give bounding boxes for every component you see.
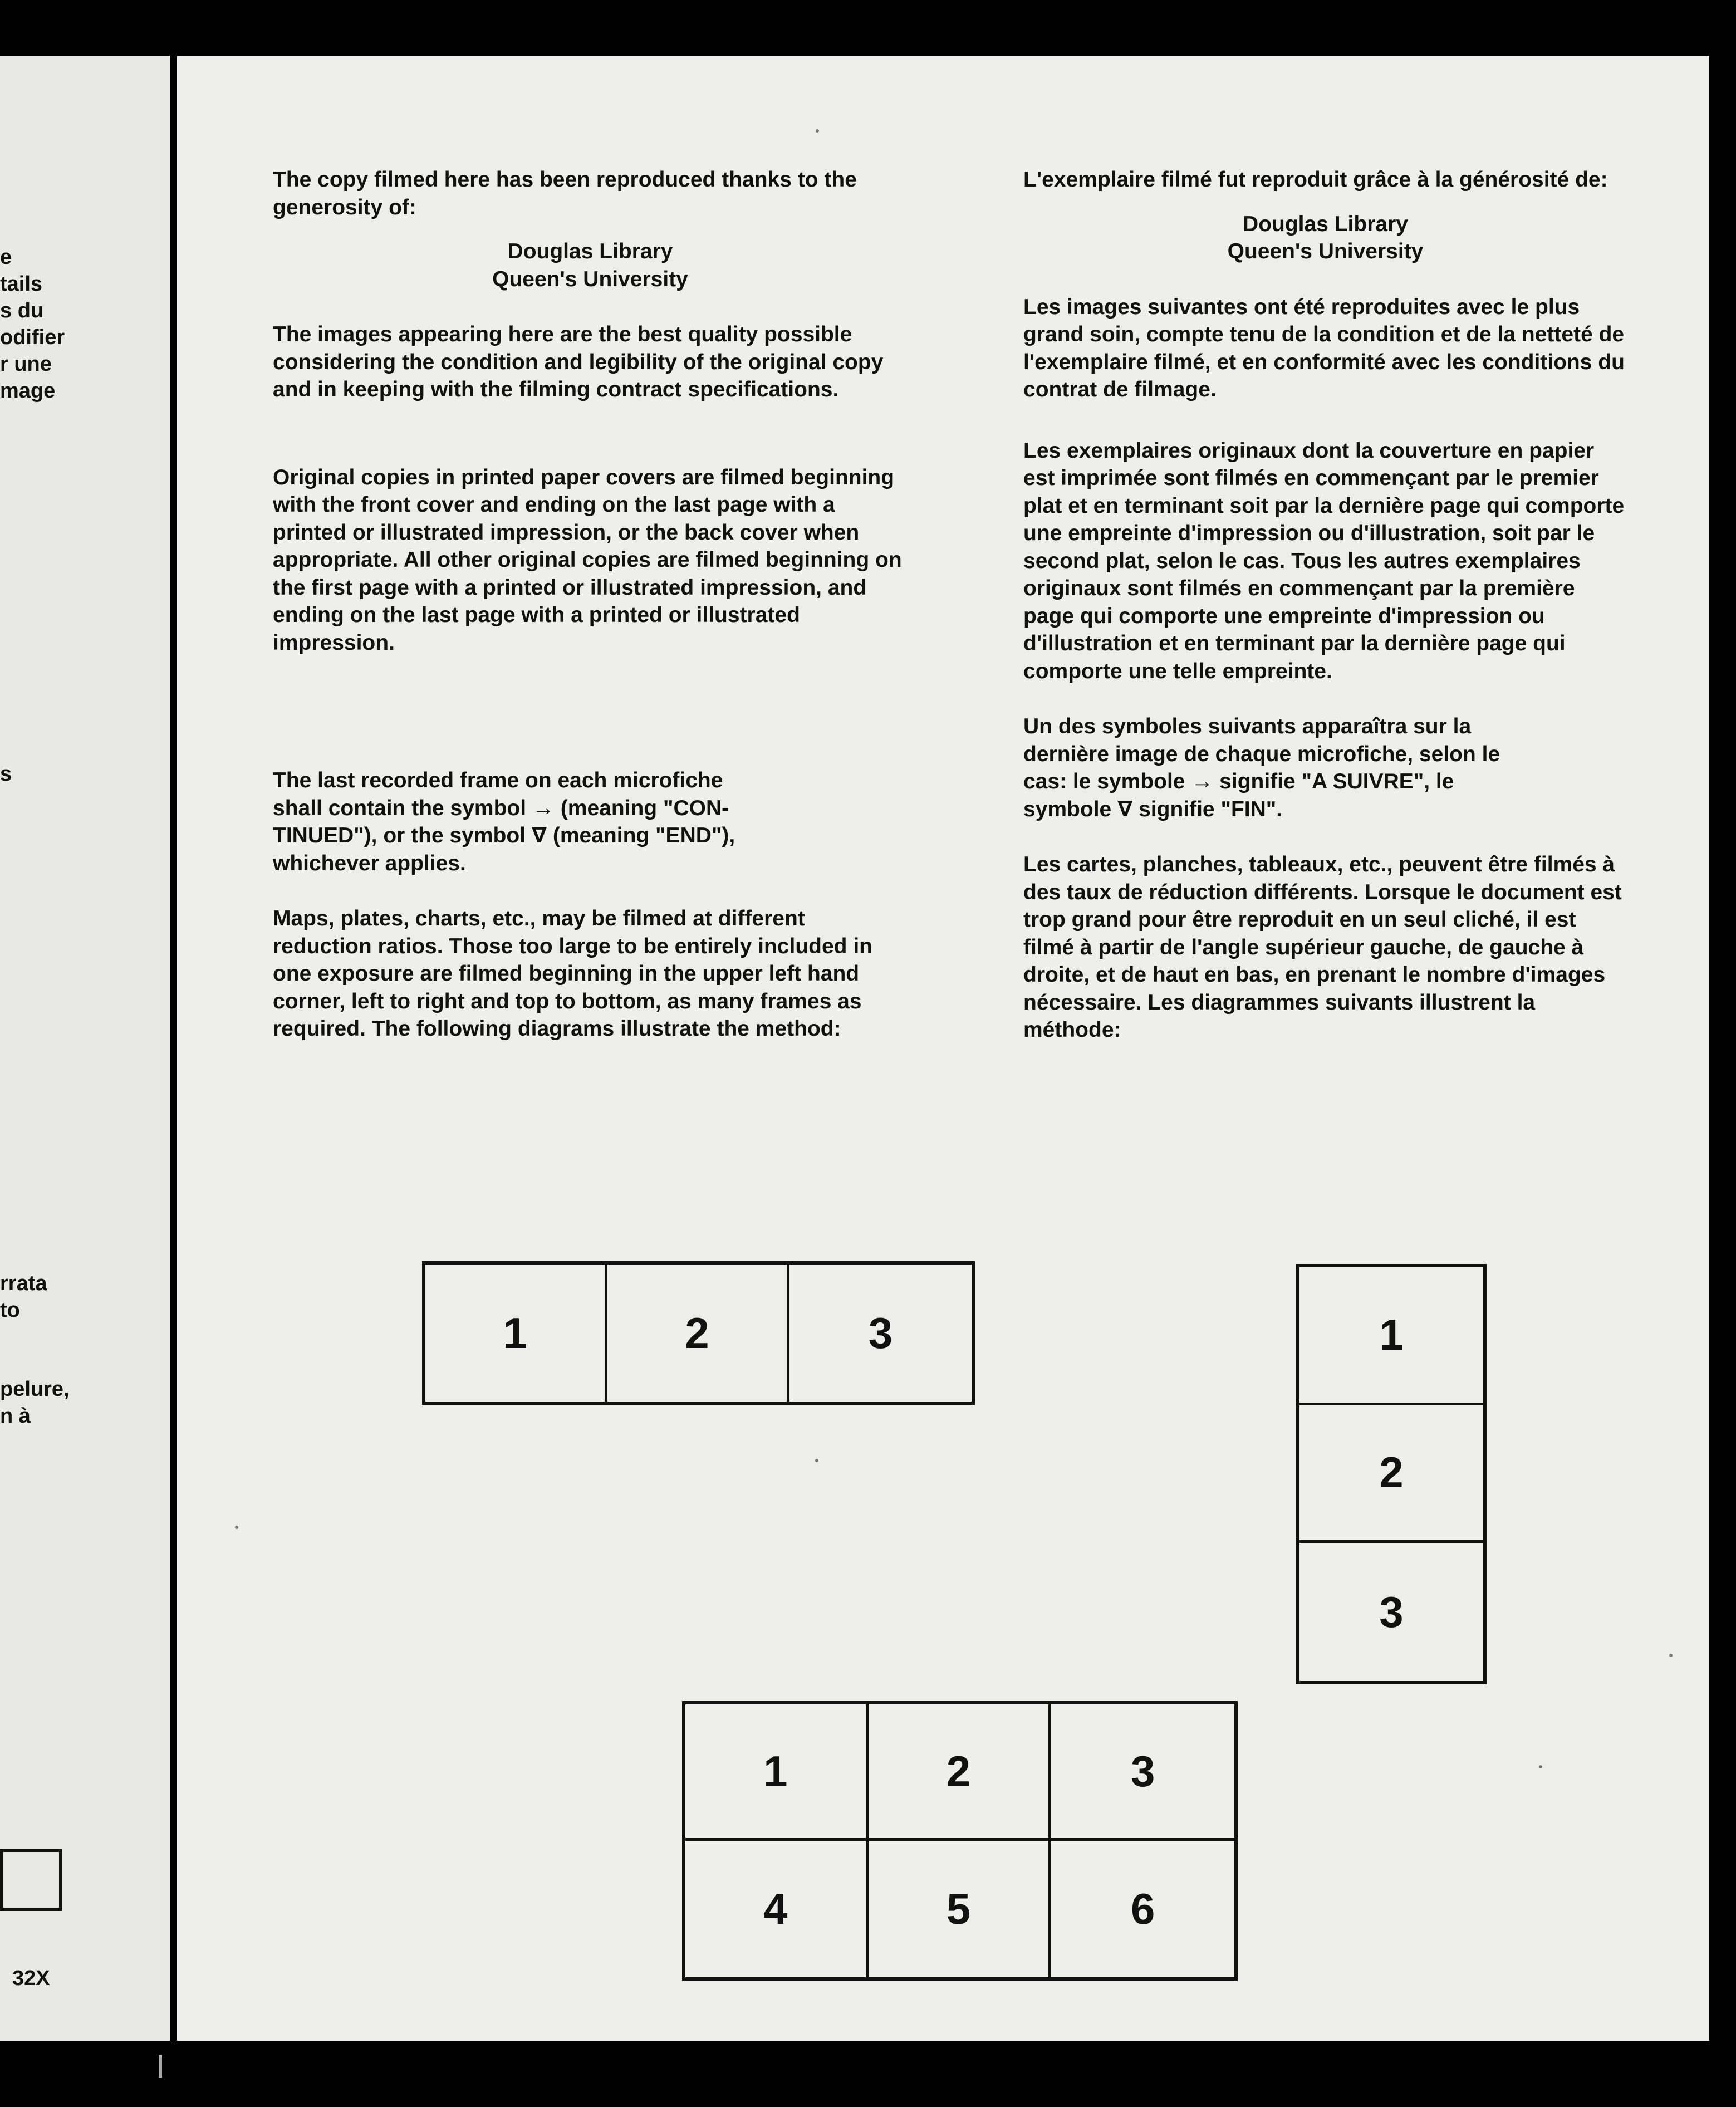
- french-symbols-text: signifie "A SUIVRE", le: [1213, 770, 1454, 793]
- english-symbols-text: (meaning "END"),: [547, 824, 735, 847]
- fragment-text: e: [0, 246, 12, 269]
- frame-cell: 5: [869, 1841, 1052, 1977]
- english-symbols-paragraph: [273, 767, 908, 877]
- speck: [235, 1526, 238, 1529]
- frame-cell: 2: [607, 1265, 789, 1402]
- end-triangle-icon: ∇: [1117, 797, 1133, 821]
- english-maps-paragraph: Maps, plates, charts, etc., may be filmed at different reduction ratios. Those too large to be entirely included in one exposure are filmed beginning in the upper left hand corner, left to right and top to bottom, as many frames as required. The following diagrams illustrate the method:: [273, 906, 872, 1041]
- english-symbols-line: whichever applies.: [273, 851, 466, 875]
- english-institution-line1: Douglas Library: [507, 239, 673, 263]
- scale-label: 32X: [12, 1967, 50, 1990]
- grid-frame-diagram: [682, 1701, 1238, 1981]
- french-column: [1023, 166, 1627, 1044]
- french-symbols-text: signifie "FIN".: [1132, 797, 1283, 821]
- english-symbols-text: TINUED"), or the symbol: [273, 824, 532, 847]
- end-triangle-icon: ∇: [531, 824, 547, 847]
- speck: [1669, 1654, 1673, 1657]
- fragment-text: s du: [0, 299, 44, 322]
- english-symbols-line: The last recorded frame on each microfiche: [273, 768, 723, 792]
- speck: [1539, 1765, 1542, 1768]
- french-symbols-text: symbole: [1023, 797, 1118, 821]
- fragment-text: s: [0, 762, 12, 786]
- french-intro: L'exemplaire filmé fut reproduit grâce à la générosité de:: [1023, 168, 1608, 192]
- fragment-text: odifier: [0, 326, 65, 349]
- english-symbols-text: (meaning "CON-: [554, 796, 729, 820]
- french-symbols-text: cas: le symbole: [1023, 770, 1191, 793]
- fragment-text: mage: [0, 379, 56, 403]
- frame-cell: 3: [1379, 1587, 1404, 1636]
- frame-cell: 1: [425, 1265, 607, 1402]
- frame-cell: 6: [1130, 1884, 1155, 1933]
- frame-cell: 2: [869, 1704, 1052, 1841]
- fragment-text: tails: [0, 272, 43, 296]
- french-symbols-line: dernière image de chaque microfiche, selon le: [1023, 742, 1500, 766]
- fragment-text: rrata: [0, 1272, 47, 1295]
- english-symbols-text: shall contain the symbol: [273, 796, 532, 820]
- french-symbols-line: Un des symboles suivants apparaîtra sur la: [1023, 714, 1472, 738]
- french-quality-paragraph: Les images suivantes ont été reproduites avec le plus grand soin, compte tenu de la condition et de la netteté de l'exemplaire filmé, et en conformité avec les conditions du contrat de filmage.: [1023, 295, 1625, 401]
- english-originals-paragraph: Original copies in printed paper covers are filmed beginning with the front cover and ending on the last page with a printed or illustrated impression, or the back cover when appropriate. All other original copies are filmed beginning on the first page with a printed or illustrated impression, and ending on the last page with a printed or illustrated impression.: [273, 465, 902, 655]
- english-intro: The copy filmed here has been reproduced thanks to the generosity of:: [273, 168, 857, 219]
- english-quality-paragraph: The images appearing here are the best quality possible considering the condition and legibility of the original copy and in keeping with the filming contract specifications.: [273, 322, 884, 401]
- french-maps-paragraph: Les cartes, planches, tableaux, etc., peuvent être filmés à des taux de réduction différents. Lorsque le document est trop grand pour être reproduit en un seul cliché, il est filmé à partir de l'angle supérieur gauche, de gauche à droite, et de haut en bas, en prenant le nombre d'images nécessaire. Les diagrammes suivants illustrent la méthode:: [1023, 852, 1622, 1042]
- scale-target-box: [0, 1849, 62, 1911]
- frame-cell: 3: [1051, 1704, 1234, 1841]
- english-institution-line2: Queen's University: [492, 267, 688, 291]
- fragment-text: n à: [0, 1404, 31, 1428]
- french-institution-line1: Douglas Library: [1243, 212, 1408, 236]
- speck: [816, 129, 819, 133]
- english-column: [273, 166, 908, 1043]
- film-edge-mark: [159, 2055, 162, 2078]
- speck: [815, 1459, 818, 1462]
- frame-cell: 3: [868, 1308, 893, 1358]
- horizontal-frame-diagram: [422, 1261, 975, 1405]
- frame-cell: 2: [1299, 1405, 1483, 1543]
- vertical-frame-diagram: [1296, 1264, 1487, 1684]
- fragment-text: pelure,: [0, 1378, 70, 1401]
- french-institution-line2: Queen's University: [1227, 239, 1424, 263]
- fragment-text: to: [0, 1298, 20, 1322]
- continued-arrow-icon: →: [1191, 769, 1214, 793]
- frame-cell: 1: [685, 1704, 869, 1841]
- previous-page-fragment: [0, 56, 170, 2041]
- french-symbols-paragraph: [1023, 713, 1627, 823]
- fragment-text: r une: [0, 352, 52, 376]
- frame-cell: 4: [685, 1841, 869, 1977]
- continued-arrow-icon: →: [532, 795, 555, 820]
- french-originals-paragraph: Les exemplaires originaux dont la couverture en papier est imprimée sont filmés en commençant par le premier plat et en terminant soit par la dernière page qui comporte une empreinte d'impression ou d'illustration, soit par le second plat, selon le cas. Tous les autres exemplaires originaux sont filmés en commençant par la première page qui comporte une empreinte d'impression ou d'illustration et en terminant par la dernière page qui comporte une telle empreinte.: [1023, 438, 1625, 683]
- frame-cell: 1: [1299, 1267, 1483, 1405]
